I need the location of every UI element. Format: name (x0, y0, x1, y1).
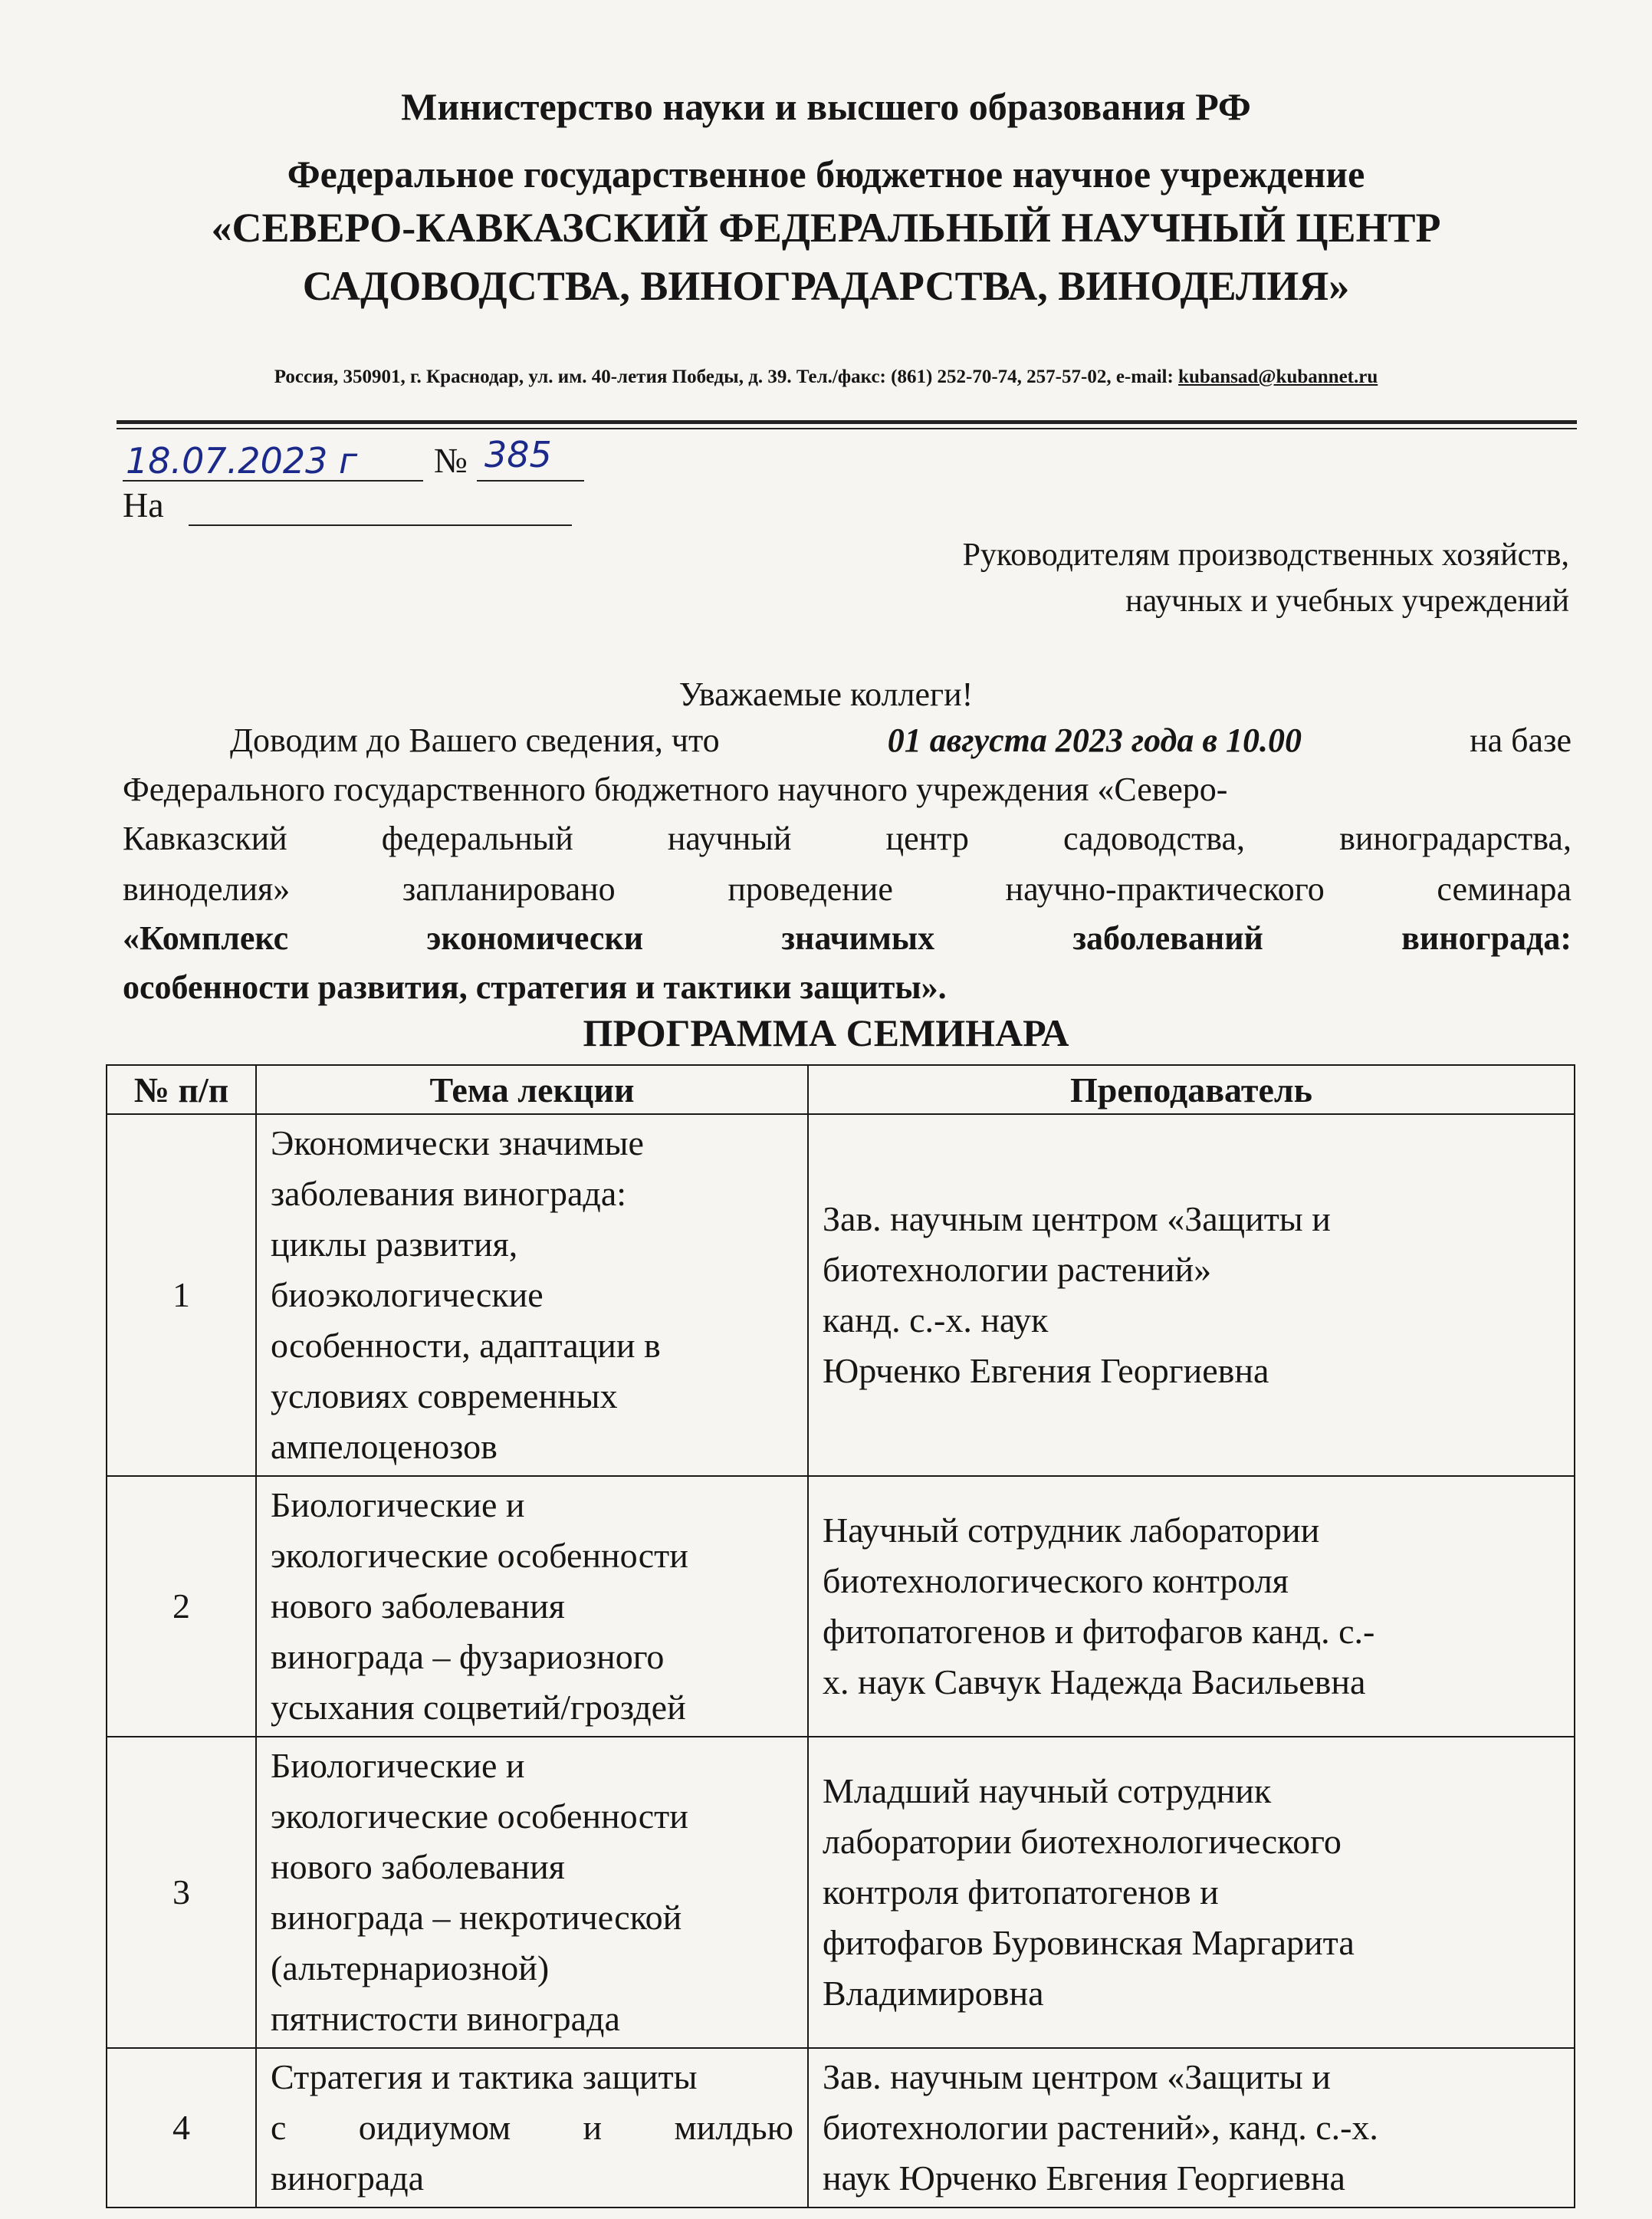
topic-line: особенности, адаптации в (271, 1326, 661, 1365)
number-label: № (434, 441, 468, 480)
column-header-topic: Тема лекции (256, 1065, 808, 1114)
lecturer-line: биотехнологии растений», канд. с.-х. (823, 2108, 1378, 2147)
reply-to-underline (189, 524, 572, 526)
topic-line: пятнистости винограда (271, 1999, 620, 2038)
word: оидиумом (358, 2108, 511, 2147)
institution-name-line2: САДОВОДСТВА, ВИНОГРАДАРСТВА, ВИНОДЕЛИЯ» (302, 263, 1350, 309)
ministry-name: Министерство науки и высшего образования РФ (401, 85, 1251, 128)
letter-line1 (123, 721, 1572, 760)
date-underline (123, 480, 423, 482)
addressee-line1: Руководителям производственных хозяйств, (962, 537, 1569, 573)
word: «Комплекс (123, 919, 289, 957)
topic-line: Экономически значимые (271, 1123, 644, 1162)
word: виноградарства, (1339, 820, 1572, 857)
letter-line4 (123, 870, 1572, 909)
word: научный (667, 820, 792, 857)
topic-line: (альтернариозной) (271, 1948, 550, 1987)
lecturer-line: х. наук Савчук Надежда Васильевна (823, 1662, 1366, 1701)
word: проведение (727, 870, 893, 908)
handwritten-date: 18.07.2023 г (126, 440, 358, 482)
lecturer (808, 1737, 1575, 2048)
table-row (107, 2048, 1575, 2207)
lecturer (808, 1476, 1575, 1737)
contact-address (0, 367, 1652, 388)
lecture-topic (256, 2048, 808, 2207)
lecturer-line: канд. с.-х. наук (823, 1300, 1049, 1340)
lecturer (808, 1114, 1575, 1476)
word: милдью (674, 2108, 793, 2147)
lecturer-line: контроля фитопатогенов и (823, 1872, 1219, 1912)
column-header-number: № п/п (107, 1065, 256, 1114)
word: федеральный (381, 820, 573, 857)
word: запланировано (402, 870, 616, 908)
header-divider-thick (117, 420, 1577, 424)
word: научно-практического (1005, 870, 1325, 908)
word: садоводства, (1062, 820, 1246, 857)
address-text: Россия, 350901, г. Краснодар, ул. им. 40-летия Победы, д. 39. Тел./факс: (861) 252-70-74, 257-57-02, e-mail: (274, 367, 1179, 387)
row-number: 1 (107, 1114, 256, 1476)
program-table (106, 1064, 1575, 2208)
topic-line: усыхания соцветий/гроздей (271, 1688, 686, 1727)
seminar-title-line1 (123, 919, 1572, 958)
lecturer-line: фитопатогенов и фитофагов канд. с.- (823, 1612, 1375, 1651)
topic-line: нового заболевания (271, 1586, 565, 1626)
lecturer-line: Научный сотрудник лаборатории (823, 1511, 1320, 1550)
topic-line: Биологические и (271, 1485, 525, 1524)
lecturer-line: Младший научный сотрудник (823, 1771, 1272, 1810)
word: значимых (781, 919, 935, 957)
word: заболеваний (1072, 919, 1263, 957)
topic-line: циклы развития, (271, 1225, 518, 1264)
seminar-title-line2: особенности развития, стратегия и тактики защиты». (123, 968, 947, 1006)
lecturer-line: Зав. научным центром «Защиты и (823, 2057, 1331, 2096)
seminar-date: 01 августа 2023 года в 10.00 (887, 722, 1302, 759)
topic-line (271, 2102, 793, 2153)
lecturer-line: Зав. научным центром «Защиты и (823, 1199, 1331, 1238)
institution-type: Федеральное государственное бюджетное научное учреждение (287, 153, 1365, 196)
table-row (107, 1476, 1575, 1737)
greeting: Уважаемые коллеги! (678, 676, 974, 713)
row-number: 4 (107, 2048, 256, 2207)
topic-line: условиях современных (271, 1376, 618, 1415)
email-link[interactable]: kubansad@kubannet.ru (1178, 367, 1378, 387)
row-number: 2 (107, 1476, 256, 1737)
table-row (107, 1737, 1575, 2048)
letter-line3 (123, 819, 1572, 858)
row-number: 3 (107, 1737, 256, 2048)
word: с (271, 2108, 287, 2147)
topic-line: ампелоценозов (271, 1427, 498, 1466)
word: и (583, 2108, 603, 2147)
program-title: ПРОГРАММА СЕМИНАРА (583, 1011, 1069, 1054)
lecturer-line: Юрченко Евгения Георгиевна (823, 1351, 1269, 1390)
lecturer-line: биотехнологического контроля (823, 1561, 1289, 1600)
lecturer-line: лаборатории биотехнологического (823, 1822, 1342, 1861)
number-underline (477, 480, 584, 482)
word: семинара (1437, 870, 1572, 908)
lecturer (808, 2048, 1575, 2207)
letter-line2: Федерального государственного бюджетного научного учреждения «Северо- (123, 771, 1228, 808)
word: виноделия» (123, 870, 291, 908)
word: центр (885, 820, 969, 857)
lecturer-line: Владимировна (823, 1974, 1044, 2013)
lecture-topic (256, 1476, 808, 1737)
topic-line: винограда – некротической (271, 1898, 682, 1937)
topic-line: биоэкологические (271, 1275, 544, 1314)
reply-to-label: На (123, 485, 164, 524)
institution-name-line1: «СЕВЕРО-КАВКАЗСКИЙ ФЕДЕРАЛЬНЫЙ НАУЧНЫЙ ЦЕНТР (211, 205, 1441, 251)
addressee-line2: научных и учебных учреждений (1125, 584, 1569, 619)
lecturer-line: фитофагов Буровинская Маргарита (823, 1923, 1355, 1962)
topic-line: винограда – фузариозного (271, 1637, 665, 1676)
table-header-row (107, 1065, 1575, 1114)
topic-line: винограда (271, 2158, 425, 2198)
header-divider-thin (117, 428, 1577, 429)
topic-line: экологические особенности (271, 1536, 688, 1575)
lecture-topic (256, 1114, 808, 1476)
topic-line: нового заболевания (271, 1847, 565, 1886)
word: винограда: (1401, 919, 1572, 957)
lecture-topic (256, 1737, 808, 2048)
lecturer-line: наук Юрченко Евгения Георгиевна (823, 2158, 1345, 2198)
word: экономически (426, 919, 644, 957)
lecturer-line: биотехнологии растений» (823, 1250, 1212, 1289)
topic-line: Стратегия и тактика защиты (271, 2057, 698, 2096)
word: Кавказский (123, 820, 287, 857)
topic-line: экологические особенности (271, 1797, 688, 1836)
column-header-teacher: Преподаватель (808, 1065, 1575, 1114)
handwritten-number: 385 (484, 434, 552, 475)
letter-text: на базе (1470, 722, 1572, 759)
letter-text: Доводим до Вашего сведения, что (230, 722, 720, 759)
topic-line: заболевания винограда: (271, 1174, 627, 1213)
table-row (107, 1114, 1575, 1476)
topic-line: Биологические и (271, 1746, 525, 1785)
